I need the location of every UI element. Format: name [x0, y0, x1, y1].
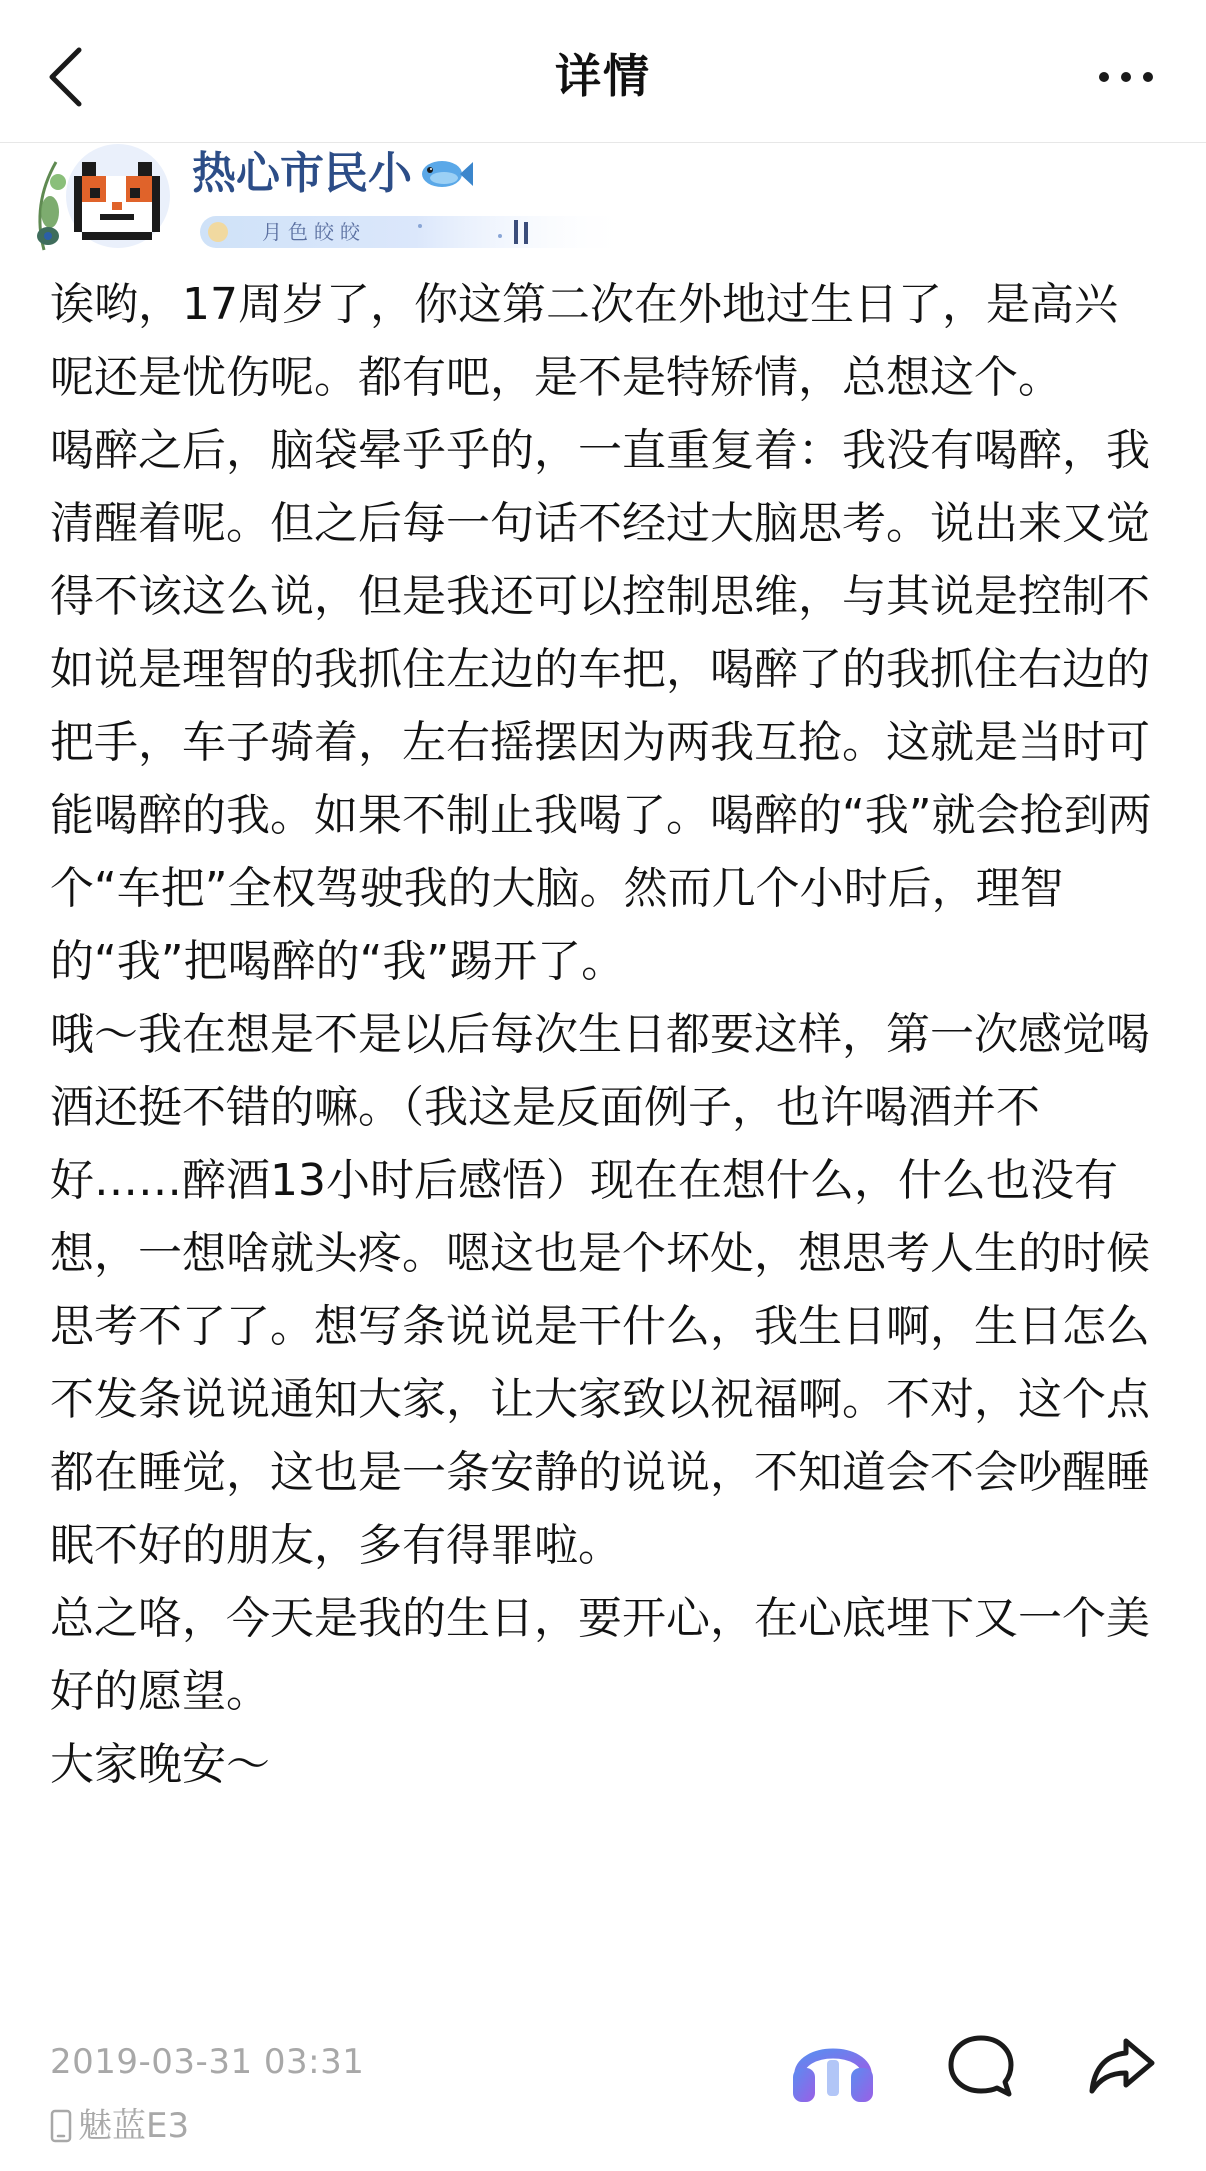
comment-button[interactable] — [933, 2018, 1029, 2114]
share-arrow-icon — [1088, 2035, 1156, 2097]
post-timestamp: 2019-03-31 03:31 — [50, 2042, 365, 2082]
post-paragraph: 大家晚安～ — [50, 1739, 270, 1790]
more-options-button[interactable] — [1086, 52, 1166, 102]
post-content — [50, 268, 1160, 1801]
post-paragraph: 总之咯，今天是我的生日，要开心，在心底埋下又一个美好的愿望。 — [50, 1593, 1150, 1717]
top-nav-bar — [0, 0, 1206, 143]
post-paragraph: 哦～我在想是不是以后每次生日都要这样，第一次感觉喝酒还挺不错的嘛。（我这是反面例子，也许喝酒并不好……醉酒13小时后感悟）现在在想什么，什么也没有想，一想啥就头疼。嗯这也是个坏处，想思考人生的时候思考不了了。想写条说说是干什么，我生日啊，生日怎么不发条说说通知大家，让大家致以祝福啊。不对，这个点都在睡觉，这也是一条安静的说说，不知道会不会吵醒睡眠不好的朋友，多有得罪啦。 — [50, 1009, 1150, 1571]
music-button[interactable] — [785, 2018, 881, 2114]
author-name-text: 热心市民小 — [192, 148, 412, 199]
author-name[interactable] — [192, 142, 474, 206]
fish-icon — [418, 156, 474, 192]
comment-bubble-icon — [947, 2033, 1015, 2099]
post-paragraph: 诶哟，17周岁了，你这第二次在外地过生日了，是高兴呢还是忧伤呢。都有吧，是不是特矫情，总想这个。 — [50, 279, 1118, 403]
phone-icon — [50, 2109, 72, 2143]
page-title: 详情 — [555, 49, 651, 103]
post-paragraph: 喝醉之后，脑袋晕乎乎的，一直重复着：我没有喝醉，我清醒着呢。但之后每一句话不经过大脑思考。说出来又觉得不该这么说，但是我还可以控制思维，与其说是控制不如说是理智的我抓住左边的车把，喝醉了的我抓住右边的把手，车子骑着，左右摇摆因为两我互抢。这就是当时可能喝醉的我。如果不制止我喝了。喝醉的“我”就会抢到两个“车把”全权驾驶我的大脑。然而几个小时后，理智的“我”把喝醉的“我”踢开了。 — [50, 425, 1152, 987]
avatar[interactable] — [30, 140, 170, 254]
headphones-icon — [787, 2020, 879, 2112]
device-label — [50, 2101, 189, 2151]
decoration-badge-text: 月色皎皎 — [262, 220, 366, 244]
decoration-badge — [200, 212, 632, 252]
ellipsis-icon — [1098, 71, 1154, 83]
author-row — [30, 140, 1180, 260]
device-name: 魅蓝E3 — [78, 2106, 190, 2146]
share-button[interactable] — [1074, 2018, 1170, 2114]
